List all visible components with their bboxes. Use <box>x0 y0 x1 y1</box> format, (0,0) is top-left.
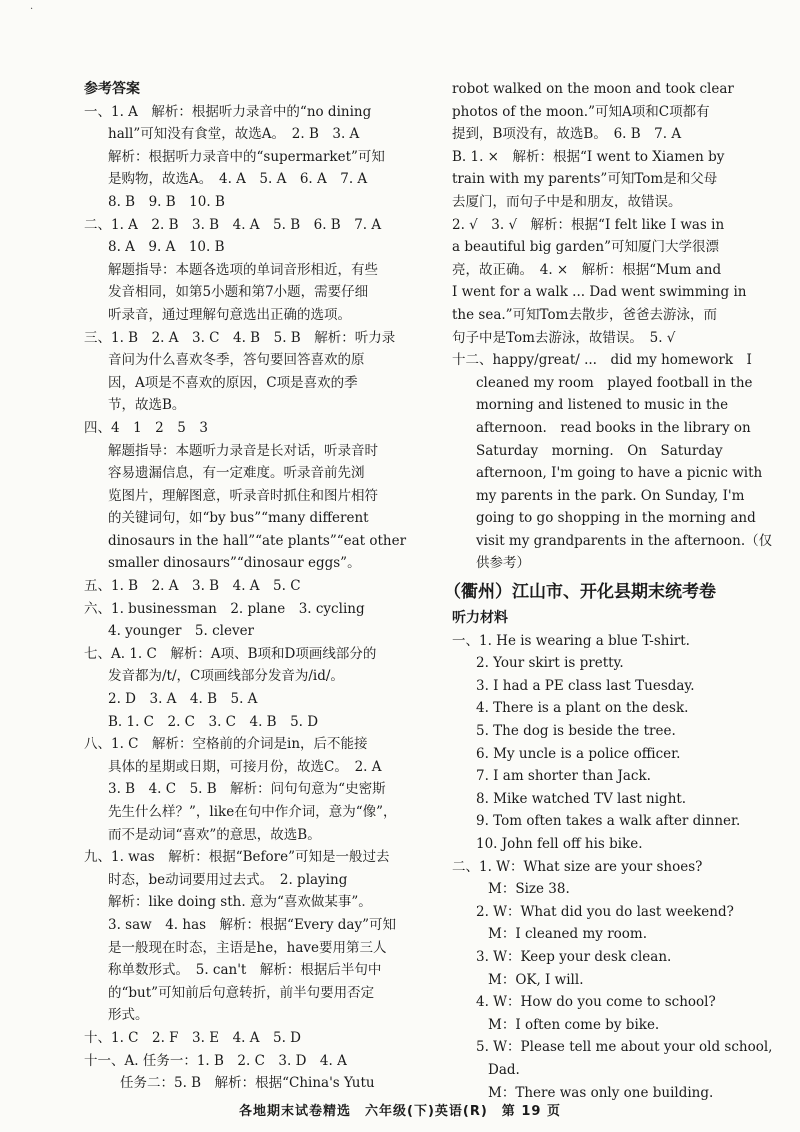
right-line: going to go shopping in the morning and <box>476 510 756 527</box>
left-line: 任务二：5. B 解析：根据“China's Yutu <box>120 1075 375 1092</box>
right-line: I went for a walk ... Dad went swimming in <box>452 284 747 301</box>
right-line: 7. I am shorter than Jack. <box>476 768 651 785</box>
right-line: M：I often come by bike. <box>488 1016 660 1033</box>
left-line: 解析：like doing sth. 意为“喜欢做某事”。 <box>108 894 372 911</box>
right-line: Saturday morning. On Saturday <box>476 442 723 459</box>
right-line: my parents in the park. On Sunday, I'm <box>476 487 745 504</box>
right-line: （衢州）江山市、开化县期末统考卷 <box>444 582 716 603</box>
right-line: photos of the moon.”可知A项和C项都有 <box>452 103 710 120</box>
right-line: 4. There is a plant on the desk. <box>476 700 689 717</box>
left-line: 一、1. A 解析：根据听力录音中的“no dining <box>84 103 372 120</box>
left-line: 8. B 9. B 10. B <box>108 193 225 210</box>
left-line: 时态，be动词要用过去式。 2. playing <box>108 871 348 888</box>
right-line: 9. Tom often takes a walk after dinner. <box>476 813 741 830</box>
left-line: 是一般现在时态，主语是he，have要用第三人 <box>108 939 387 956</box>
right-line: morning and listened to music in the <box>476 397 729 414</box>
right-line: visit my grandparents in the afternoon.（仅 <box>476 532 773 549</box>
left-line: 览图片，理解图意，听录音时抓住和图片相符 <box>108 487 378 504</box>
left-line: 音问为什么喜欢冬季，答句要回答喜欢的原 <box>108 352 365 369</box>
left-line: 二、1. A 2. B 3. B 4. A 5. B 6. B 7. A <box>84 216 382 233</box>
left-line: 先生什么样？”，like在句中作介词，意为“像”， <box>108 804 397 820</box>
right-line: 十二、happy/great/ ... did my homework I <box>452 352 752 369</box>
right-line: 5. The dog is beside the tree. <box>476 723 676 740</box>
right-line: M：Size 38. <box>488 881 570 898</box>
left-line: 的关键词句，如“by bus”“many different <box>108 510 369 527</box>
left-line: 具体的星期或日期，可接月份，故选C。 2. A <box>108 758 382 775</box>
left-line: 六、1. businessman 2. plane 3. cycling <box>84 600 365 617</box>
right-line: 供参考） <box>476 555 530 572</box>
right-line: train with my parents”可知Tom是和父母 <box>452 171 718 188</box>
right-line: M：There was only one building. <box>488 1084 714 1101</box>
page-footer: 各地期末试卷精选 六年级(下)英语(R) 第 19 页 <box>239 1104 561 1119</box>
left-line: 形式。 <box>108 1007 149 1024</box>
left-line: 八、1. C 解析：空格前的介词是in，后不能接 <box>84 736 368 753</box>
right-line: afternoon. read books in the library on <box>476 419 751 436</box>
right-line: 8. Mike watched TV last night. <box>476 790 687 807</box>
right-line: 2. Your skirt is pretty. <box>476 655 624 672</box>
left-line: dinosaurs in the hall”“ate plants”“eat other <box>108 532 407 549</box>
right-line: 3. I had a PE class last Tuesday. <box>476 677 695 694</box>
left-line: 七、A. 1. C 解析：A项、B项和D项画线部分的 <box>84 645 377 662</box>
left-line: 发音都为/t/，C项画线部分发音为/id/。 <box>108 668 344 685</box>
left-line: 九、1. was 解析：根据“Before”可知是一般过去 <box>84 849 390 866</box>
right-line: Dad. <box>488 1061 520 1078</box>
left-line: 的“but”可知前后句意转折，前半句要用否定 <box>108 984 375 1001</box>
right-line: 句子中是Tom去游泳，故错误。 5. √ <box>452 329 676 346</box>
left-line: 是购物，故选A。 4. A 5. A 6. A 7. A <box>108 171 368 188</box>
left-line: 3. B 4. C 5. B 解析：问句句意为“史密斯 <box>108 781 386 798</box>
left-column <box>84 78 406 1095</box>
right-line: 10. John fell off his bike. <box>476 836 643 852</box>
left-line: B. 1. C 2. C 3. C 4. B 5. D <box>108 713 319 730</box>
left-line: 称单数形式。 5. can't 解析：根据后半句中 <box>108 962 382 979</box>
right-line: 3. W：Keep your desk clean. <box>476 948 672 965</box>
right-line: 2. √ 3. √ 解析：根据“I felt like I was in <box>452 216 725 233</box>
left-line: 因，A项是不喜欢的原因，C项是喜欢的季 <box>108 374 358 391</box>
left-line: 十一、A. 任务一：1. B 2. C 3. D 4. A <box>84 1052 347 1069</box>
right-column <box>444 78 773 1104</box>
left-line: 3. saw 4. has 解析：根据“Every day”可知 <box>108 916 397 933</box>
left-line: 三、1. B 2. A 3. C 4. B 5. B 解析：听力录 <box>84 329 396 346</box>
right-line: M：OK, I will. <box>488 971 584 988</box>
left-line: hall”可知没有食堂，故选A。 2. B 3. A <box>108 126 360 143</box>
left-line: 节，故选B。 <box>108 397 186 414</box>
right-line: 提到，B项没有，故选B。 6. B 7. A <box>452 126 682 143</box>
right-line: a beautiful big garden”可知厦门大学很漂 <box>452 239 720 256</box>
right-line: 二、1. W：What size are your shoes? <box>452 858 703 875</box>
left-line: 解题指导：本题听力录音是长对话，听录音时 <box>108 442 378 459</box>
left-line: 8. A 9. A 10. B <box>108 239 225 256</box>
right-line: 去厦门，而句子中是和朋友，故错误。 <box>452 193 682 210</box>
right-line: 亮，故正确。 4. × 解析：根据“Mum and <box>452 261 722 278</box>
right-line: robot walked on the moon and took clear <box>452 81 734 97</box>
right-line: 听力材料 <box>452 610 508 627</box>
left-line: 听录音，通过理解句意选出正确的选项。 <box>108 306 351 323</box>
left-line: 而不是动词“喜欢”的意思，故选B。 <box>108 826 321 843</box>
left-line: 4. younger 5. clever <box>108 623 255 640</box>
right-line: B. 1. × 解析：根据“I went to Xiamen by <box>452 148 725 165</box>
left-line: 五、1. B 2. A 3. B 4. A 5. C <box>84 578 301 595</box>
right-line: afternoon, I'm going to have a picnic with <box>476 465 763 482</box>
left-line: 四、4 1 2 5 3 <box>84 419 208 436</box>
left-line: 解题指导：本题各选项的单词音形相近，有些 <box>108 261 378 278</box>
left-line: 参考答案 <box>84 81 140 97</box>
left-line: smaller dinosaurs”“dinosaur eggs”。 <box>108 555 361 572</box>
right-line: 5. W：Please tell me about your old school, <box>476 1039 773 1056</box>
right-line: 4. W：How do you come to school? <box>476 994 716 1011</box>
left-line: 2. D 3. A 4. B 5. A <box>108 691 258 708</box>
corner-mark: · <box>30 4 34 15</box>
right-line: cleaned my room played football in the <box>476 374 753 391</box>
right-line: 2. W：What did you do last weekend? <box>476 903 734 920</box>
right-line: M：I cleaned my room. <box>488 926 648 943</box>
right-line: 一、1. He is wearing a blue T-shirt. <box>452 632 690 649</box>
left-line: 解析：根据听力录音中的“supermarket”可知 <box>108 148 385 165</box>
left-line: 容易遗漏信息，有一定难度。听录音前先浏 <box>108 465 365 482</box>
right-line: the sea.”可知Tom去散步，爸爸去游泳，而 <box>452 306 717 323</box>
right-line: 6. My uncle is a police officer. <box>476 745 681 762</box>
left-line: 发音相同，如第5小题和第7小题，需要仔细 <box>108 284 369 301</box>
left-line: 十、1. C 2. F 3. E 4. A 5. D <box>84 1029 301 1046</box>
